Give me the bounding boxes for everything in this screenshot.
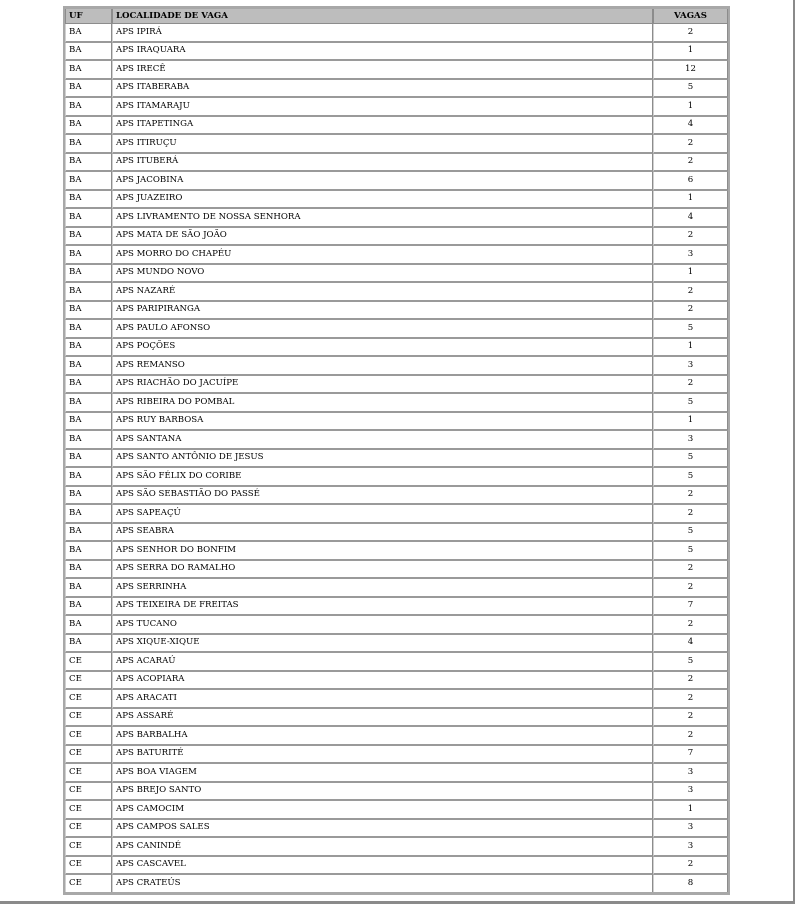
table-row: [65, 468, 728, 487]
table-row: [65, 801, 728, 820]
vacancies-cell: 2: [653, 561, 728, 580]
table-row: [65, 117, 728, 136]
vacancies-cell: 4: [653, 635, 728, 654]
uf-cell: BA: [65, 339, 112, 358]
locality-cell: APS IRECÊ: [112, 61, 653, 80]
table-row: [65, 838, 728, 857]
vacancies-cell: 5: [653, 653, 728, 672]
table-row: [65, 24, 728, 43]
uf-cell: CE: [65, 709, 112, 728]
table-row: [65, 283, 728, 302]
uf-cell: BA: [65, 61, 112, 80]
uf-cell: BA: [65, 542, 112, 561]
uf-cell: BA: [65, 246, 112, 265]
locality-cell: APS RIACHÃO DO JACUÍPE: [112, 376, 653, 395]
table-row: [65, 191, 728, 210]
vacancies-cell: 5: [653, 524, 728, 543]
vacancies-cell: 1: [653, 413, 728, 432]
vacancies-cell: 3: [653, 431, 728, 450]
uf-cell: BA: [65, 505, 112, 524]
table-row: [65, 542, 728, 561]
vacancies-cell: 1: [653, 265, 728, 284]
uf-cell: BA: [65, 635, 112, 654]
uf-cell: BA: [65, 468, 112, 487]
vacancies-cell: 7: [653, 746, 728, 765]
uf-cell: BA: [65, 357, 112, 376]
locality-cell: APS ARACATI: [112, 690, 653, 709]
uf-cell: BA: [65, 302, 112, 321]
vacancies-cell: 3: [653, 764, 728, 783]
vacancies-cell: 2: [653, 672, 728, 691]
uf-cell: BA: [65, 616, 112, 635]
table-row: [65, 209, 728, 228]
uf-cell: BA: [65, 43, 112, 62]
locality-cell: APS CASCAVEL: [112, 857, 653, 876]
table-row: [65, 875, 728, 892]
table-row: [65, 579, 728, 598]
table-row: [65, 228, 728, 247]
locality-cell: APS SERRINHA: [112, 579, 653, 598]
header-vacancies: VAGAS: [653, 9, 728, 24]
locality-cell: APS ITIRUÇU: [112, 135, 653, 154]
locality-cell: APS MATA DE SÃO JOÃO: [112, 228, 653, 247]
table-row: [65, 61, 728, 80]
header-uf: UF: [65, 9, 112, 24]
table-row: [65, 246, 728, 265]
vacancies-cell: 12: [653, 61, 728, 80]
vacancies-cell: 5: [653, 542, 728, 561]
locality-cell: APS SEABRA: [112, 524, 653, 543]
locality-cell: APS SANTANA: [112, 431, 653, 450]
uf-cell: BA: [65, 431, 112, 450]
vacancies-cell: 2: [653, 487, 728, 506]
vacancies-cell: 1: [653, 98, 728, 117]
uf-cell: CE: [65, 690, 112, 709]
table-row: [65, 857, 728, 876]
table-header-row: [65, 9, 728, 24]
table-row: [65, 80, 728, 99]
vacancies-cell: 1: [653, 191, 728, 210]
table-row: [65, 98, 728, 117]
locality-cell: APS XIQUE-XIQUE: [112, 635, 653, 654]
uf-cell: BA: [65, 24, 112, 43]
uf-cell: BA: [65, 394, 112, 413]
uf-cell: BA: [65, 135, 112, 154]
vacancies-cell: 2: [653, 135, 728, 154]
table-row: [65, 635, 728, 654]
vacancies-cell: 2: [653, 228, 728, 247]
vacancies-cell: 2: [653, 154, 728, 173]
uf-cell: BA: [65, 413, 112, 432]
uf-cell: BA: [65, 209, 112, 228]
vacancies-cell: 3: [653, 783, 728, 802]
locality-cell: APS ASSARÉ: [112, 709, 653, 728]
vacancies-cell: 1: [653, 43, 728, 62]
vacancies-cell: 3: [653, 246, 728, 265]
locality-cell: APS ITAPETINGA: [112, 117, 653, 136]
table-row: [65, 357, 728, 376]
table-row: [65, 431, 728, 450]
vacancies-cell: 2: [653, 283, 728, 302]
uf-cell: CE: [65, 820, 112, 839]
uf-cell: BA: [65, 524, 112, 543]
uf-cell: CE: [65, 746, 112, 765]
locality-cell: APS SERRA DO RAMALHO: [112, 561, 653, 580]
locality-cell: APS SENHOR DO BONFIM: [112, 542, 653, 561]
table-row: [65, 690, 728, 709]
uf-cell: CE: [65, 764, 112, 783]
uf-cell: BA: [65, 98, 112, 117]
locality-cell: APS CRATEÚS: [112, 875, 653, 892]
locality-cell: APS PARIPIRANGA: [112, 302, 653, 321]
vacancies-cell: 2: [653, 709, 728, 728]
locality-cell: APS JUAZEIRO: [112, 191, 653, 210]
table-row: [65, 561, 728, 580]
uf-cell: BA: [65, 191, 112, 210]
table-row: [65, 598, 728, 617]
uf-cell: BA: [65, 117, 112, 136]
vacancies-cell: 5: [653, 450, 728, 469]
vacancies-cell: 2: [653, 690, 728, 709]
uf-cell: CE: [65, 672, 112, 691]
uf-cell: BA: [65, 487, 112, 506]
vacancies-cell: 7: [653, 598, 728, 617]
uf-cell: BA: [65, 579, 112, 598]
locality-cell: APS TUCANO: [112, 616, 653, 635]
uf-cell: BA: [65, 450, 112, 469]
vacancies-cell: 2: [653, 857, 728, 876]
table-row: [65, 487, 728, 506]
uf-cell: BA: [65, 320, 112, 339]
vacancies-cell: 5: [653, 80, 728, 99]
uf-cell: CE: [65, 857, 112, 876]
locality-cell: APS IPIRÁ: [112, 24, 653, 43]
locality-cell: APS CAMOCIM: [112, 801, 653, 820]
vacancies-cell: 4: [653, 117, 728, 136]
header-locality: LOCALIDADE DE VAGA: [112, 9, 653, 24]
vacancies-cell: 5: [653, 394, 728, 413]
locality-cell: APS SANTO ANTÔNIO DE JESUS: [112, 450, 653, 469]
locality-cell: APS SAPEAÇÚ: [112, 505, 653, 524]
table-row: [65, 302, 728, 321]
locality-cell: APS ACOPIARA: [112, 672, 653, 691]
table-row: [65, 320, 728, 339]
vacancies-cell: 2: [653, 376, 728, 395]
locality-cell: APS CAMPOS SALES: [112, 820, 653, 839]
table-row: [65, 653, 728, 672]
locality-cell: APS ACARAÚ: [112, 653, 653, 672]
uf-cell: BA: [65, 561, 112, 580]
locality-cell: APS ITUBERÁ: [112, 154, 653, 173]
locality-cell: APS MUNDO NOVO: [112, 265, 653, 284]
locality-cell: APS NAZARÉ: [112, 283, 653, 302]
locality-cell: APS RIBEIRA DO POMBAL: [112, 394, 653, 413]
locality-cell: APS RUY BARBOSA: [112, 413, 653, 432]
vacancies-cell: 2: [653, 579, 728, 598]
locality-cell: APS MORRO DO CHAPÉU: [112, 246, 653, 265]
table-row: [65, 709, 728, 728]
table-row: [65, 616, 728, 635]
table-row: [65, 783, 728, 802]
uf-cell: BA: [65, 154, 112, 173]
vacancies-cell: 4: [653, 209, 728, 228]
table-row: [65, 672, 728, 691]
locality-cell: APS BREJO SANTO: [112, 783, 653, 802]
vacancies-cell: 2: [653, 727, 728, 746]
uf-cell: BA: [65, 598, 112, 617]
table-row: [65, 524, 728, 543]
table-row: [65, 265, 728, 284]
table-row: [65, 172, 728, 191]
uf-cell: BA: [65, 80, 112, 99]
locality-cell: APS CANINDÉ: [112, 838, 653, 857]
vacancies-cell: 5: [653, 320, 728, 339]
table-row: [65, 43, 728, 62]
table-row: [65, 394, 728, 413]
table-row: [65, 505, 728, 524]
locality-cell: APS SÃO FÉLIX DO CORIBE: [112, 468, 653, 487]
uf-cell: BA: [65, 265, 112, 284]
locality-cell: APS TEIXEIRA DE FREITAS: [112, 598, 653, 617]
locality-cell: APS SÃO SEBASTIÃO DO PASSÉ: [112, 487, 653, 506]
uf-cell: CE: [65, 838, 112, 857]
uf-cell: CE: [65, 783, 112, 802]
vacancies-cell: 5: [653, 468, 728, 487]
vacancies-cell: 3: [653, 838, 728, 857]
vacancies-cell: 1: [653, 339, 728, 358]
locality-cell: APS REMANSO: [112, 357, 653, 376]
vacancies-cell: 2: [653, 505, 728, 524]
table-row: [65, 727, 728, 746]
locality-cell: APS PAULO AFONSO: [112, 320, 653, 339]
uf-cell: BA: [65, 228, 112, 247]
uf-cell: BA: [65, 172, 112, 191]
uf-cell: CE: [65, 875, 112, 892]
uf-cell: CE: [65, 801, 112, 820]
vacancies-cell: 6: [653, 172, 728, 191]
table-row: [65, 154, 728, 173]
locality-cell: APS JACOBINA: [112, 172, 653, 191]
locality-cell: APS IRAQUARA: [112, 43, 653, 62]
locality-cell: APS BATURITÉ: [112, 746, 653, 765]
uf-cell: BA: [65, 376, 112, 395]
locality-cell: APS POÇÕES: [112, 339, 653, 358]
locality-cell: APS BOA VIAGEM: [112, 764, 653, 783]
vacancies-cell: 2: [653, 302, 728, 321]
table-row: [65, 450, 728, 469]
vacancies-cell: 3: [653, 357, 728, 376]
vacancies-cell: 2: [653, 616, 728, 635]
locality-cell: APS ITAMARAJU: [112, 98, 653, 117]
uf-cell: BA: [65, 283, 112, 302]
uf-cell: CE: [65, 727, 112, 746]
table-row: [65, 820, 728, 839]
table-row: [65, 376, 728, 395]
vacancies-cell: 8: [653, 875, 728, 892]
table-row: [65, 339, 728, 358]
table-row: [65, 135, 728, 154]
table-row: [65, 746, 728, 765]
vacancies-cell: 1: [653, 801, 728, 820]
uf-cell: CE: [65, 653, 112, 672]
vacancies-table: [63, 6, 730, 895]
vacancies-cell: 3: [653, 820, 728, 839]
table-row: [65, 764, 728, 783]
locality-cell: APS ITABERABA: [112, 80, 653, 99]
table-body: [65, 24, 728, 892]
locality-cell: APS BARBALHA: [112, 727, 653, 746]
table-row: [65, 413, 728, 432]
vacancies-cell: 2: [653, 24, 728, 43]
locality-cell: APS LIVRAMENTO DE NOSSA SENHORA: [112, 209, 653, 228]
